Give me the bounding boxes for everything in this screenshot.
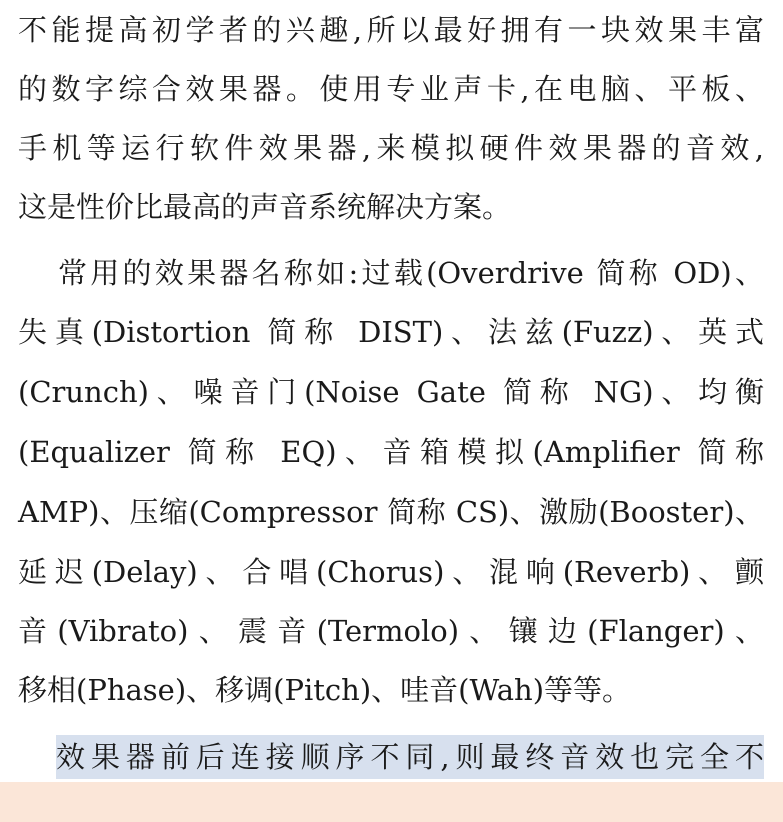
paragraph-2-line-8: 移相(Phase)、移调(Pitch)、哇音(Wah)等等。 [18, 673, 632, 707]
paragraph-2-line-2: 失真(Distortion 简称 DIST)、法兹(Fuzz)、英式 [18, 315, 764, 349]
paragraph-2-line-7: 音(Vibrato)、震音(Termolo)、镶边(Flanger)、 [18, 614, 764, 648]
paragraph-2-line-4: (Equalizer 简称 EQ)、音箱模拟(Amplifier 简称 [18, 435, 764, 469]
paragraph-3-line-1-highlighted: 效果器前后连接顺序不同,则最终音效也完全不 [56, 735, 764, 779]
page-footer-band [0, 782, 783, 822]
paragraph-2-line-3: (Crunch)、噪音门(Noise Gate 简称 NG)、均衡 [18, 375, 764, 409]
paragraph-1-line-4: 这是性价比最高的声音系统解决方案。 [18, 190, 512, 224]
paragraph-2-line-6: 延迟(Delay)、合唱(Chorus)、混响(Reverb)、颤 [18, 555, 764, 589]
paragraph-2-line-1: 常用的效果器名称如:过载(Overdrive 简称 OD)、 [58, 256, 764, 290]
paragraph-2-line-5: AMP)、压缩(Compressor 简称 CS)、激励(Booster)、 [18, 495, 764, 529]
paragraph-1-line-2: 的数字综合效果器。使用专业声卡,在电脑、平板、 [18, 72, 764, 106]
paragraph-1-line-1: 不能提高初学者的兴趣,所以最好拥有一块效果丰富 [18, 13, 764, 47]
paragraph-1-line-3: 手机等运行软件效果器,来模拟硬件效果器的音效, [18, 131, 764, 165]
